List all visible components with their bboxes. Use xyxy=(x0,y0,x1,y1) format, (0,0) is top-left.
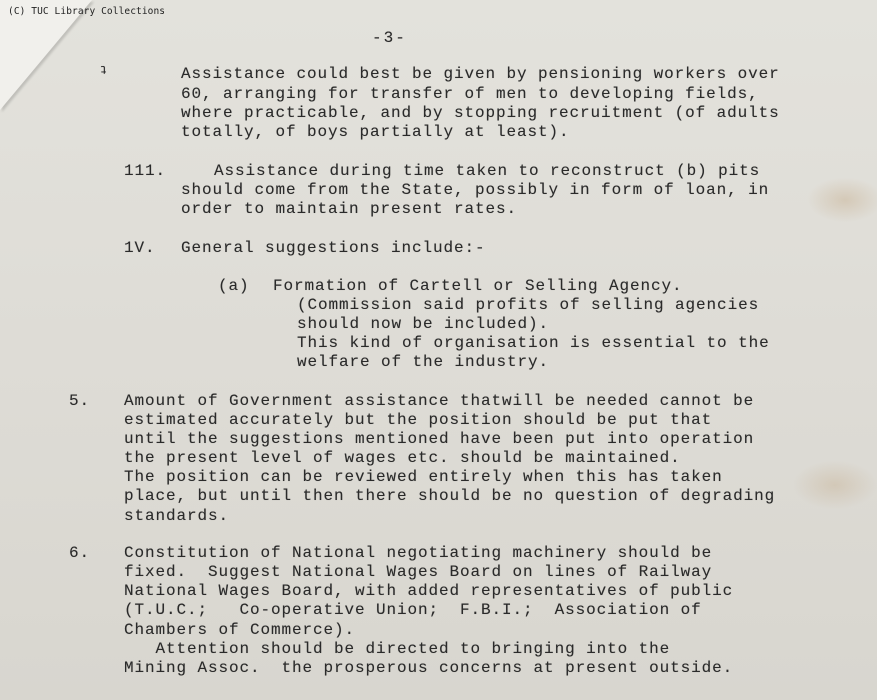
watermark: (C) TUC Library Collections xyxy=(8,6,166,17)
text-line: standards. xyxy=(124,507,230,525)
text-line: Mining Assoc. the prosperous concerns at present outside. xyxy=(124,659,734,677)
page-number: -3- xyxy=(372,29,407,47)
text-line: where practicable, and by stopping recruitment (of adults xyxy=(181,104,780,122)
margin-mark: ʇ xyxy=(100,64,109,78)
paragraph-label: (a) xyxy=(218,277,250,295)
text-line: Constitution of National negotiating machinery should be xyxy=(124,544,713,562)
text-line: Assistance could best be given by pensioning workers over xyxy=(181,65,780,83)
text-line: should now be included). xyxy=(297,315,550,333)
paragraph-label: 5. xyxy=(69,392,91,410)
text-line: General suggestions include:- xyxy=(181,239,486,257)
text-line: estimated accurately but the position should be put that xyxy=(124,411,713,429)
paragraph-label: 111. xyxy=(124,162,167,180)
text-line: Formation of Cartell or Selling Agency. xyxy=(273,277,683,295)
text-line: order to maintain present rates. xyxy=(181,200,518,218)
text-line: Assistance during time taken to reconstruct (b) pits xyxy=(214,162,761,180)
text-line: National Wages Board, with added representatives of public xyxy=(124,582,734,600)
text-line: fixed. Suggest National Wages Board on lines of Railway xyxy=(124,563,713,581)
paragraph-label: 6. xyxy=(69,544,91,562)
paragraph-label: 1V. xyxy=(124,239,156,257)
text-line: The position can be reviewed entirely when this has taken xyxy=(124,468,723,486)
text-line: (T.U.C.; Co-operative Union; F.B.I.; Association of xyxy=(124,601,702,619)
text-line: Amount of Government assistance thatwill be needed cannot be xyxy=(124,392,755,410)
text-line: (Commission said profits of selling agencies xyxy=(297,296,760,314)
text-line: totally, of boys partially at least). xyxy=(181,123,570,141)
text-line: the present level of wages etc. should be maintained. xyxy=(124,449,681,467)
text-line: 60, arranging for transfer of men to developing fields, xyxy=(181,85,759,103)
text-line: Attention should be directed to bringing into the xyxy=(124,640,671,658)
text-line: until the suggestions mentioned have been put into operation xyxy=(124,430,755,448)
text-line: should come from the State, possibly in form of loan, in xyxy=(181,181,770,199)
text-line: Chambers of Commerce). xyxy=(124,621,356,639)
text-line: welfare of the industry. xyxy=(297,353,550,371)
text-line: This kind of organisation is essential to the xyxy=(297,334,770,352)
text-line: place, but until then there should be no question of degrading xyxy=(124,487,776,505)
